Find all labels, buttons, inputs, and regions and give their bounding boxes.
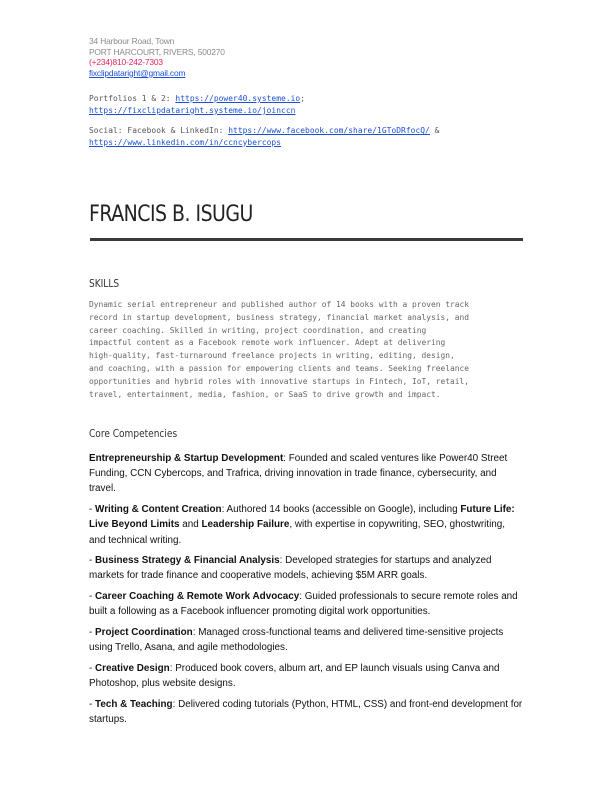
list-item <box>89 697 523 727</box>
social-separator: & <box>429 126 440 135</box>
item-text-end: , with expertise in copywriting, SEO, ghostwriting, and technical writing. <box>89 519 506 546</box>
item-text: : Delivered coding tutorials (Python, HTML, CSS) and front-end development for startups. <box>89 698 523 726</box>
email-link[interactable]: fixclipdataright@gmail.com <box>89 67 186 78</box>
portfolio-link-1[interactable]: https://power40.systeme.io <box>175 94 301 103</box>
item-prefix: - <box>89 627 96 639</box>
contact-block <box>89 36 225 78</box>
list-item <box>89 502 523 548</box>
item-title: Tech & Teaching <box>95 698 173 710</box>
item-prefix: - <box>89 662 96 674</box>
address-line-1: 34 Harbour Road, Town <box>89 36 175 46</box>
competencies-list <box>89 451 523 733</box>
social-links <box>89 125 523 148</box>
facebook-link[interactable]: https://www.facebook.com/share/1GToDRfocQ/ <box>228 126 430 135</box>
skills-summary: Dynamic serial entrepreneur and published author of 14 books with a proven track record in startup development, business strategy, financial market analysis, and career coaching. Skilled in writing, project coordination, and creating impactful content as a Facebook remote work influencer. Adept at delivering high-quality, fast-turnaround freelance projects in writing, editing, design, and coaching, with a passion for empowering clients and teams. Seeking freelance opportunities and hybrid roles with innovative startups in Fintech, IoT, retail, travel, entertainment, media, fashion, or SaaS to drive growth and impact. <box>89 300 470 399</box>
list-item <box>89 451 523 497</box>
item-title: Business Strategy & Financial Analysis <box>95 555 280 567</box>
item-title: Career Coaching & Remote Work Advocacy <box>95 591 300 603</box>
item-text-mid: and <box>179 519 202 531</box>
phone-number: (+234)810-242-7303 <box>89 57 163 68</box>
item-prefix: - <box>89 504 96 516</box>
book-title-1: Future Life: Live Beyond Limits <box>89 504 515 531</box>
list-item <box>89 661 523 691</box>
item-prefix: - <box>89 698 96 710</box>
portfolio-links <box>89 93 523 116</box>
social-label: Social: Facebook & LinkedIn: <box>89 126 229 135</box>
portfolio-separator: ; <box>300 94 306 103</box>
item-title: Project Coordination <box>95 627 193 639</box>
item-prefix: - <box>89 591 96 603</box>
item-text: : Founded and scaled ventures like Power40 Street Funding, CCN Cybercops, and Trafrica, driving innovation in trade finance, cybersecurity, and travel. <box>89 453 508 495</box>
book-title-2: Leadership Failure <box>201 519 290 531</box>
item-prefix: - <box>89 555 96 567</box>
name-divider <box>90 238 523 241</box>
item-text: : Guided professionals to secure remote roles and built a following as a Facebook influencer promoting digital work opportunities. <box>89 591 518 618</box>
item-title: Creative Design <box>95 662 170 674</box>
item-title: Writing & Content Creation <box>95 504 222 516</box>
competencies-heading: Core Competencies <box>89 427 178 440</box>
portfolio-link-2[interactable]: https://fixclipdataright.systeme.io/joinccn <box>89 105 296 115</box>
item-text: : Produced book covers, album art, and EP launch visuals using Canva and Photoshop, plus website designs. <box>89 662 500 690</box>
candidate-name: FRANCIS B. ISUGU <box>89 202 253 227</box>
item-text: : Developed strategies for startups and analyzed markets for trade finance and cooperative models, achieving $5M ARR goals. <box>89 555 492 582</box>
item-title: Entrepreneurship & Startup Development <box>89 453 284 464</box>
address-line-2: PORT HARCOURT, RIVERS, 500270 <box>89 46 225 57</box>
portfolio-label: Portfolios 1 & 2: <box>89 94 176 103</box>
item-text: : Managed cross-functional teams and delivered time-sensitive projects using Trello, Asana, and agile methodologies. <box>89 627 504 654</box>
list-item <box>89 553 523 583</box>
list-item <box>89 589 523 619</box>
skills-heading: SKILLS <box>89 277 120 290</box>
list-item <box>89 625 523 655</box>
linkedin-link[interactable]: https://www.linkedin.com/in/ccncybercops <box>89 137 282 147</box>
item-text: : Authored 14 books (accessible on Google), including <box>221 504 461 516</box>
